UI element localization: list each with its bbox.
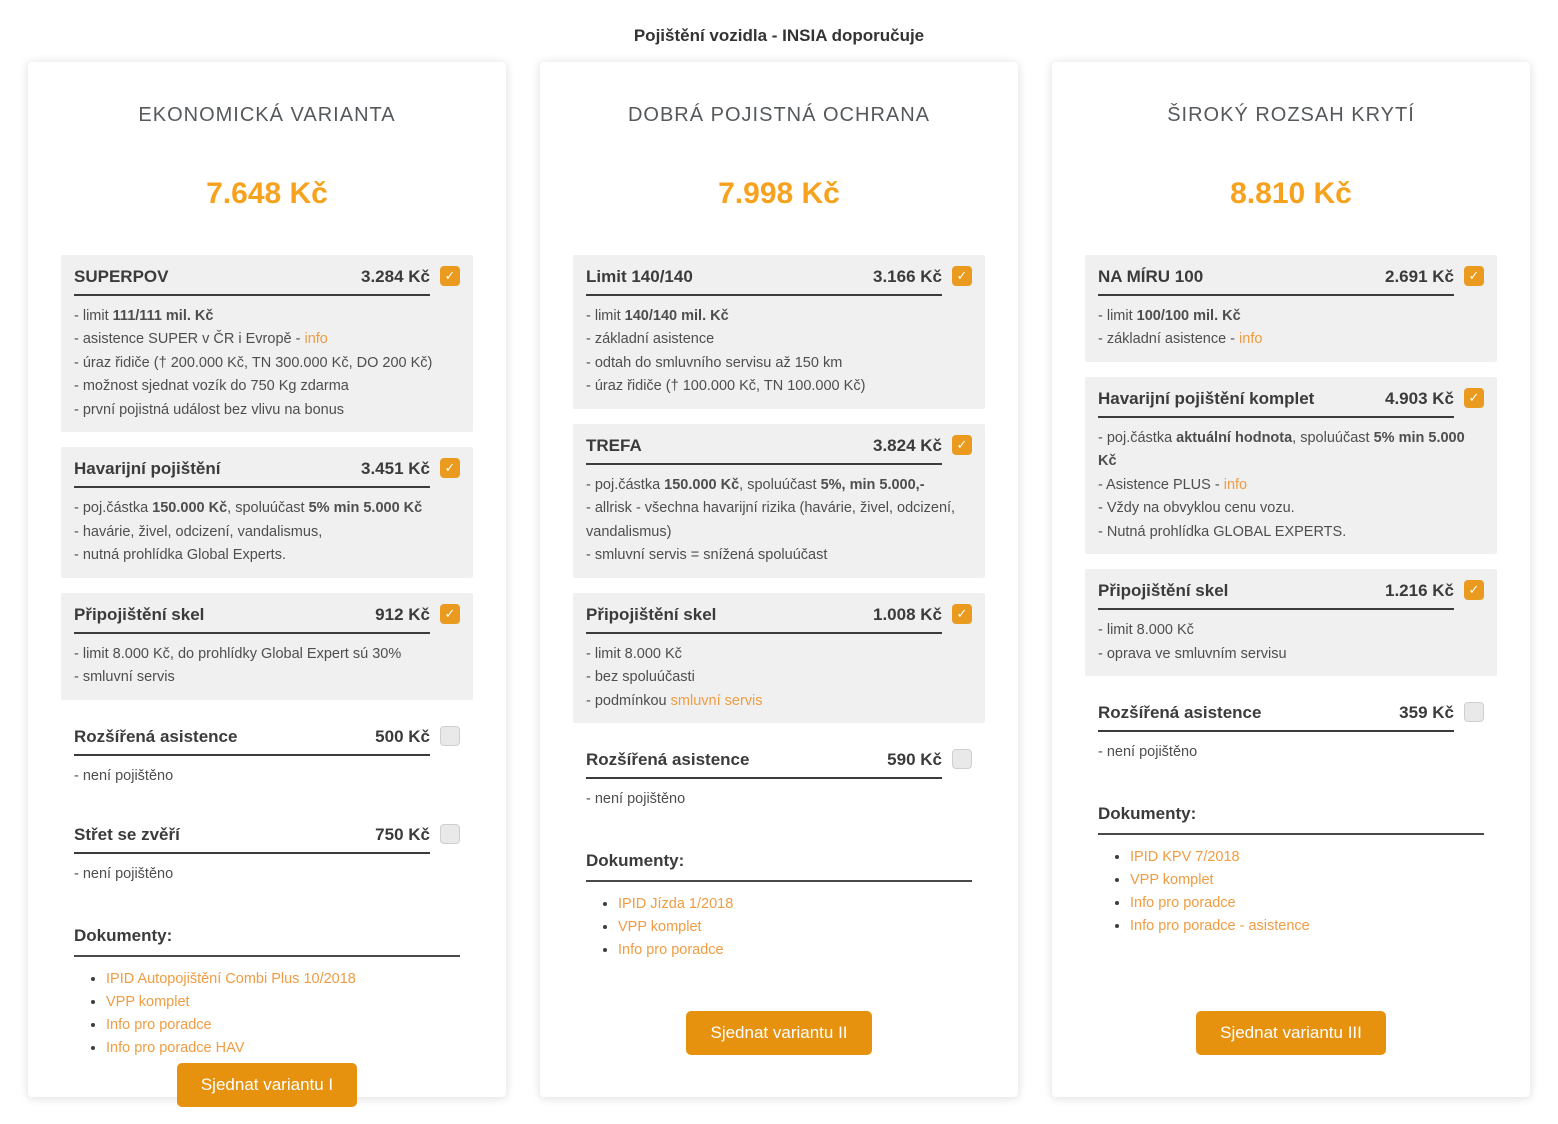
coverage-detail: [586, 643, 972, 666]
coverage-header: [586, 750, 972, 779]
coverage-header-line: [1098, 581, 1454, 610]
coverage-price: 2.691 Kč: [1385, 267, 1454, 286]
coverage-name: Připojištění skel: [74, 604, 205, 624]
plan-card: [28, 62, 506, 1097]
coverage-header: [74, 727, 460, 756]
coverage-price: 3.451 Kč: [361, 459, 430, 479]
coverage-detail: [74, 863, 460, 886]
coverage-header-line: [586, 267, 942, 296]
coverage-header-line: [74, 459, 430, 488]
page-title: Pojištění vozidla - INSIA doporučuje: [633, 26, 925, 45]
detail-text: - podmínkou: [586, 692, 671, 709]
documents-block: [61, 926, 473, 1063]
check-icon: ✓: [1468, 582, 1480, 598]
coverage-checkbox[interactable]: [952, 604, 972, 624]
coverage-name: Připojištění skel: [1098, 581, 1229, 601]
detail-text: 150.000 Kč: [664, 476, 740, 493]
coverage-header: [74, 459, 460, 488]
coverage-detail: [74, 497, 460, 520]
coverage-checkbox[interactable]: [1464, 388, 1484, 408]
detail-text: aktuální hodnota: [1176, 429, 1293, 446]
detail-text: - odtah do smluvního servisu až 150 km: [586, 354, 843, 371]
coverage-detail: [586, 375, 972, 398]
plan-price: 8.810 Kč: [1230, 177, 1352, 210]
detail-text: - možnost sjednat vozík do 750 Kg zdarma: [74, 378, 349, 395]
order-button-row: [573, 1011, 985, 1067]
coverage-name: NA MÍRU 100: [1098, 267, 1204, 286]
coverage-checkbox[interactable]: [952, 435, 972, 455]
info-link[interactable]: smluvní servis: [670, 692, 763, 709]
coverage-detail: [1098, 521, 1484, 544]
coverage-checkbox[interactable]: [440, 824, 460, 844]
coverage-price: 4.903 Kč: [1385, 388, 1454, 408]
coverage-name: Havarijní pojištění: [74, 459, 221, 479]
coverage-detail: [586, 788, 972, 811]
coverage-detail: [586, 474, 972, 497]
document-item: [1130, 918, 1484, 934]
coverage-details: [1098, 619, 1484, 666]
coverage-name: Rozšířená asistence: [74, 726, 238, 746]
coverage-header-line: [586, 750, 942, 779]
coverage-name: Limit 140/140: [586, 267, 693, 286]
documents-heading: Dokumenty:: [74, 926, 460, 957]
detail-text: - smluvní servis: [74, 669, 175, 686]
document-link[interactable]: Info pro poradce: [1130, 894, 1236, 911]
coverage-header: [74, 825, 460, 854]
detail-text: - limit 8.000 Kč: [586, 645, 682, 662]
coverage-detail: [1098, 643, 1484, 666]
document-item: [1130, 849, 1484, 865]
coverage-section: [573, 593, 985, 723]
document-item: [106, 1040, 460, 1056]
detail-text: 5% min 5.000 Kč: [308, 500, 423, 517]
coverage-detail: [586, 544, 972, 567]
coverage-section: [1085, 569, 1497, 676]
check-icon: ✓: [1468, 268, 1480, 283]
detail-text: , spoluúčast: [1292, 429, 1374, 446]
check-icon: ✓: [444, 460, 456, 476]
coverage-detail: [1098, 497, 1484, 520]
coverage-header: [1098, 703, 1484, 732]
documents-block: [573, 851, 985, 965]
document-link[interactable]: Info pro poradce HAV: [106, 1039, 245, 1056]
detail-text: - Asistence PLUS -: [1098, 476, 1224, 493]
coverage-detail: [74, 666, 460, 689]
check-icon: ✓: [956, 605, 968, 621]
coverage-name: Střet se zvěří: [74, 825, 180, 845]
coverage-header: [1098, 389, 1484, 418]
detail-text: - úraz řidiče († 200.000 Kč, TN 300.000 Kč, DO 200 Kč): [74, 354, 433, 371]
detail-text: 111/111 mil. Kč: [112, 308, 214, 324]
coverage-detail: [74, 328, 460, 351]
detail-text: , spoluúčast: [227, 500, 309, 517]
document-link[interactable]: VPP komplet: [618, 918, 702, 935]
plan-title: EKONOMICKÁ VARIANTA: [138, 104, 396, 126]
detail-text: - není pojištěno: [586, 791, 686, 808]
detail-text: - limit 8.000 Kč, do prohlídky Global Expert sú 30%: [74, 645, 402, 662]
coverage-section: [61, 255, 473, 432]
coverage-header-line: [586, 436, 942, 465]
coverage-details: [74, 497, 460, 567]
coverage-section: [61, 813, 473, 896]
coverage-header-line: [1098, 267, 1454, 296]
coverage-details: [74, 305, 460, 422]
coverage-checkbox[interactable]: [952, 749, 972, 769]
coverage-checkbox[interactable]: [440, 266, 460, 286]
coverage-header: [74, 267, 460, 296]
document-item: [106, 994, 460, 1010]
info-link[interactable]: info: [1223, 476, 1248, 493]
document-link[interactable]: Info pro poradce: [618, 941, 724, 958]
plans-container: [0, 62, 1558, 1097]
order-button[interactable]: Sjednat variantu I: [177, 1063, 357, 1107]
coverage-details: [586, 788, 972, 811]
detail-text: - poj.částka: [74, 500, 153, 517]
coverage-header-line: [74, 727, 430, 756]
coverage-details: [1098, 305, 1484, 352]
detail-text: - limit: [586, 308, 625, 324]
document-link[interactable]: IPID Autopojištění Combi Plus 10/2018: [106, 970, 356, 987]
detail-text: - základní asistence -: [1098, 331, 1240, 348]
plan-card: [540, 62, 1018, 1097]
coverage-details: [74, 643, 460, 690]
check-icon: ✓: [444, 605, 456, 621]
coverage-section: [61, 447, 473, 577]
detail-text: 150.000 Kč: [152, 500, 228, 517]
detail-text: - nutná prohlídka Global Experts.: [74, 547, 286, 564]
coverage-section: [61, 593, 473, 700]
detail-text: 5%, min 5.000,-: [820, 476, 925, 493]
detail-text: - poj.částka: [1098, 429, 1177, 446]
coverage-header-line: [1098, 703, 1454, 732]
detail-text: - Vždy na obvyklou cenu vozu.: [1098, 500, 1295, 517]
plan-title: DOBRÁ POJISTNÁ OCHRANA: [627, 104, 931, 126]
coverage-header-line: [1098, 389, 1454, 418]
coverage-detail: [586, 305, 972, 328]
document-item: [1130, 895, 1484, 911]
detail-text: - limit: [74, 308, 113, 324]
coverage-section: [1085, 377, 1497, 554]
plan-price: 7.998 Kč: [718, 177, 840, 210]
coverage-checkbox[interactable]: [952, 266, 972, 286]
coverage-checkbox[interactable]: [440, 726, 460, 746]
coverage-details: [1098, 427, 1484, 544]
coverage-detail: [586, 352, 972, 375]
detail-text: - limit 8.000 Kč: [1098, 622, 1194, 639]
coverage-details: [586, 474, 972, 568]
detail-text: - bez spoluúčasti: [586, 669, 695, 686]
coverage-detail: [1098, 328, 1484, 351]
document-link[interactable]: VPP komplet: [1130, 871, 1214, 888]
coverage-price: 750 Kč: [375, 825, 430, 845]
coverage-detail: [1098, 474, 1484, 497]
document-item: [106, 1017, 460, 1033]
coverage-details: [74, 863, 460, 886]
coverage-detail: [1098, 619, 1484, 642]
detail-text: - asistence SUPER v ČR i Evropě -: [74, 331, 305, 348]
documents-list: [74, 971, 460, 1056]
detail-text: - není pojištěno: [74, 866, 174, 883]
coverage-header: [1098, 581, 1484, 610]
check-icon: ✓: [956, 268, 968, 283]
documents-block: [1085, 804, 1497, 941]
coverage-detail: [1098, 305, 1484, 328]
coverage-checkbox[interactable]: [440, 458, 460, 478]
order-button[interactable]: Sjednat variantu II: [686, 1011, 871, 1055]
coverage-name: Havarijní pojištění komplet: [1098, 388, 1315, 408]
plan-card: [1052, 62, 1530, 1097]
coverage-detail: [1098, 741, 1484, 764]
coverage-detail: [74, 544, 460, 567]
coverage-header: [586, 436, 972, 465]
plan-price: 7.648 Kč: [206, 177, 328, 210]
detail-text: - oprava ve smluvním servisu: [1098, 645, 1287, 662]
coverage-price: 1.216 Kč: [1385, 581, 1454, 601]
check-icon: ✓: [956, 436, 968, 452]
coverage-section: [573, 738, 985, 821]
coverage-detail: [74, 375, 460, 398]
coverage-name: TREFA: [586, 435, 642, 455]
order-button-row: [61, 1063, 473, 1119]
detail-text: - smluvní servis = snížená spoluúčast: [586, 547, 828, 564]
order-button[interactable]: Sjednat variantu III: [1196, 1011, 1386, 1055]
coverage-detail: [586, 328, 972, 351]
detail-text: - základní asistence: [586, 331, 715, 348]
document-item: [106, 971, 460, 987]
document-item: [618, 919, 972, 935]
coverage-checkbox[interactable]: [440, 604, 460, 624]
coverage-detail: [1098, 427, 1484, 474]
document-link[interactable]: IPID KPV 7/2018: [1130, 848, 1240, 865]
coverage-detail: [74, 305, 460, 328]
check-icon: ✓: [444, 268, 456, 283]
coverage-section: [1085, 255, 1497, 362]
coverage-name: Rozšířená asistence: [586, 750, 750, 770]
documents-list: [586, 896, 972, 958]
detail-text: - havárie, živel, odcizení, vandalismus,: [74, 523, 323, 540]
order-button-row: [1085, 1011, 1497, 1067]
document-item: [1130, 872, 1484, 888]
documents-heading: Dokumenty:: [1098, 804, 1484, 835]
coverage-detail: [74, 643, 460, 666]
coverage-header: [74, 605, 460, 634]
coverage-header-line: [74, 825, 430, 854]
document-link[interactable]: VPP komplet: [106, 993, 190, 1010]
detail-text: - Nutná prohlídka GLOBAL EXPERTS.: [1098, 523, 1347, 540]
documents-heading: Dokumenty:: [586, 851, 972, 882]
coverage-header: [586, 267, 972, 296]
coverage-detail: [74, 352, 460, 375]
coverage-header-line: [74, 267, 430, 296]
document-link[interactable]: Info pro poradce: [106, 1016, 212, 1033]
info-link[interactable]: info: [304, 331, 328, 348]
coverage-price: 500 Kč: [375, 726, 430, 746]
detail-text: - poj.částka: [586, 476, 665, 493]
coverage-name: SUPERPOV: [74, 267, 169, 286]
coverage-price: 3.824 Kč: [873, 435, 942, 455]
coverage-price: 1.008 Kč: [873, 604, 942, 624]
detail-text: - úraz řidiče († 100.000 Kč, TN 100.000 Kč): [586, 378, 866, 395]
coverage-header: [586, 605, 972, 634]
document-link[interactable]: Info pro poradce - asistence: [1130, 917, 1310, 934]
coverage-section: [573, 424, 985, 578]
info-link[interactable]: info: [1239, 331, 1263, 348]
coverage-details: [1098, 741, 1484, 764]
coverage-price: 590 Kč: [887, 750, 942, 770]
detail-text: 100/100 mil. Kč: [1136, 308, 1241, 324]
detail-text: - není pojištěno: [1098, 744, 1198, 761]
coverage-header-line: [74, 605, 430, 634]
coverage-price: 912 Kč: [375, 604, 430, 624]
coverage-price: 3.284 Kč: [361, 267, 430, 286]
coverage-detail: [74, 521, 460, 544]
coverage-price: 3.166 Kč: [873, 267, 942, 286]
coverage-checkbox[interactable]: [1464, 580, 1484, 600]
coverage-details: [74, 765, 460, 788]
document-item: [618, 942, 972, 958]
coverage-detail: [586, 497, 972, 544]
document-link[interactable]: IPID Jízda 1/2018: [618, 895, 734, 912]
coverage-name: Rozšířená asistence: [1098, 703, 1262, 723]
check-icon: ✓: [1468, 389, 1480, 405]
detail-text: - allrisk - všechna havarijní rizika (havárie, živel, odcizení, vandalismus): [586, 500, 956, 540]
document-item: [618, 896, 972, 912]
coverage-header-line: [586, 605, 942, 634]
coverage-checkbox[interactable]: [1464, 702, 1484, 722]
detail-text: - limit: [1098, 308, 1137, 324]
plan-title: ŠIROKÝ ROZSAH KRYTÍ: [1167, 104, 1415, 126]
coverage-price: 359 Kč: [1399, 703, 1454, 723]
coverage-detail: [74, 399, 460, 422]
coverage-detail: [586, 690, 972, 713]
coverage-section: [1085, 691, 1497, 774]
coverage-section: [61, 715, 473, 798]
coverage-name: Připojištění skel: [586, 604, 717, 624]
detail-text: - první pojistná událost bez vlivu na bonus: [74, 401, 345, 418]
coverage-checkbox[interactable]: [1464, 266, 1484, 286]
detail-text: 140/140 mil. Kč: [624, 308, 729, 324]
coverage-details: [586, 643, 972, 713]
documents-list: [1098, 849, 1484, 934]
coverage-details: [586, 305, 972, 399]
coverage-header: [1098, 267, 1484, 296]
coverage-detail: [586, 666, 972, 689]
detail-text: 5% min 5.000 Kč: [1098, 429, 1465, 470]
coverage-section: [573, 255, 985, 409]
detail-text: , spoluúčast: [739, 476, 821, 493]
coverage-detail: [74, 765, 460, 788]
detail-text: - není pojištěno: [74, 767, 174, 784]
